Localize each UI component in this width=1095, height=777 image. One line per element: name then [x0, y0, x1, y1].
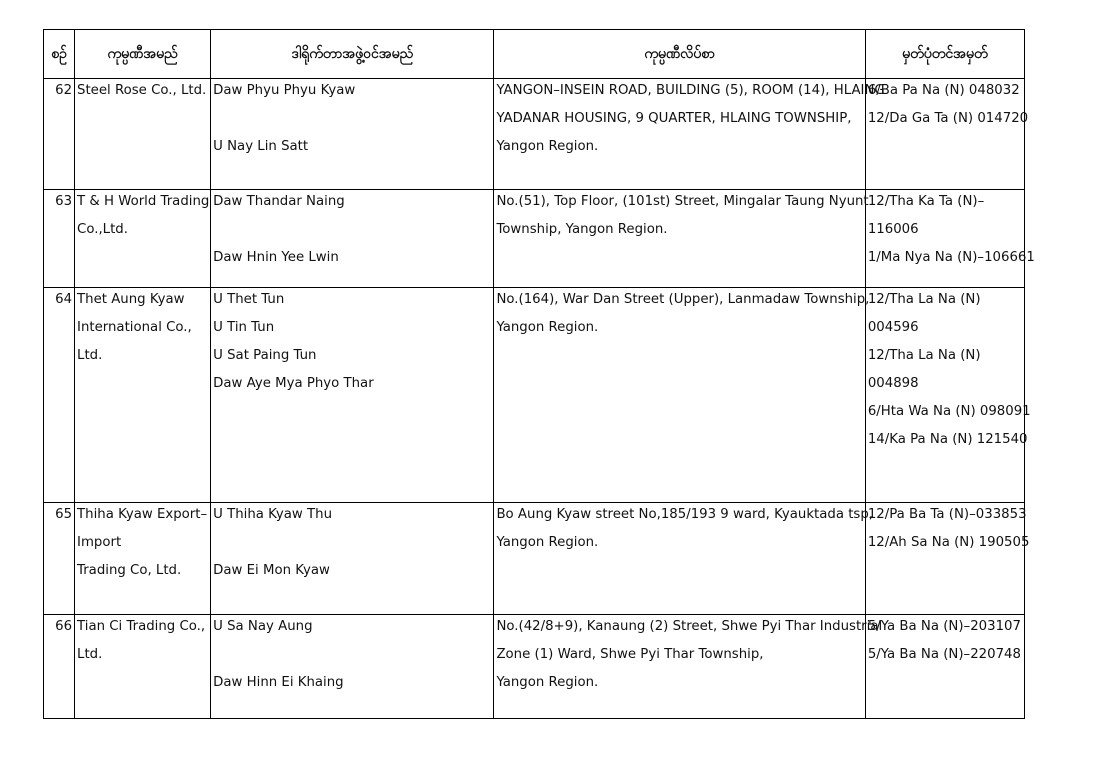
row-number — [44, 79, 75, 190]
company-name-line: Co.,Ltd. — [77, 222, 128, 237]
row-number-text: 63 — [55, 194, 73, 209]
company-name-line: Ltd. — [77, 348, 103, 363]
address-line: Zone (1) Ward, Shwe Pyi Thar Township, — [496, 647, 764, 662]
registration-line: 1/Ma Nya Na (N)–106661 — [867, 250, 1035, 265]
table-row — [44, 615, 1025, 719]
registration-line: 12/Ah Sa Na (N) 190505 — [867, 535, 1030, 550]
address-cell — [494, 615, 883, 719]
table-row — [44, 79, 1025, 190]
director-name: Daw Phyu Phyu Kyaw — [213, 83, 356, 98]
table-row — [44, 288, 1025, 503]
directors-cell — [211, 503, 494, 615]
row-number-text: 64 — [55, 292, 73, 307]
company-name-line: International Co., — [77, 320, 192, 335]
registration-cell — [865, 79, 1029, 190]
director-name: U Nay Lin Satt — [213, 139, 309, 154]
company-name-cell — [75, 79, 211, 190]
registration-line: 5/Ya Ba Na (N)–220748 — [867, 647, 1021, 662]
director-name — [213, 643, 491, 671]
company-name-line: Trading Co, Ltd. — [77, 563, 182, 578]
director-name: U Sa Nay Aung — [213, 619, 313, 634]
registration-line: 12/Tha Ka Ta (N)– — [867, 194, 985, 209]
company-name-line: Steel Rose Co., Ltd. — [77, 83, 207, 98]
company-name-line: Tian Ci Trading Co., — [77, 619, 206, 634]
table-header-row — [44, 30, 1025, 79]
registration-line: 116006 — [867, 222, 919, 237]
table-row — [44, 503, 1025, 615]
row-number — [44, 615, 75, 719]
address-cell — [494, 503, 874, 615]
address-line: Yangon Region. — [496, 320, 599, 335]
company-name-cell — [75, 190, 211, 288]
registration-line: 12/Tha La Na (N) — [867, 348, 981, 363]
director-name: Daw Hinn Ei Khaing — [213, 675, 344, 690]
registration-line: 14/Ka Pa Na (N) 121540 — [867, 432, 1028, 447]
row-number-text: 65 — [55, 507, 73, 522]
directors-cell — [211, 615, 494, 719]
director-name: U Sat Paing Tun — [213, 348, 317, 363]
company-name-cell — [75, 288, 211, 503]
company-name-line: Import — [77, 535, 122, 550]
director-name: Daw Ei Mon Kyaw — [213, 563, 330, 578]
director-name — [213, 107, 491, 135]
registration-line: 12/Da Ga Ta (N) 014720 — [867, 111, 1029, 126]
address-line: No.(164), War Dan Street (Upper), Lanmadaw Township, — [496, 292, 870, 307]
header-directors: ဒါရိုက်တာအဖွဲ့ဝင်အမည် — [211, 30, 494, 79]
address-line: No.(51), Top Floor, (101st) Street, Mingalar Taung Nyunt — [496, 194, 869, 209]
row-number-text: 62 — [55, 83, 73, 98]
header-address: ကုမ္ပဏီလိပ်စာ — [494, 30, 865, 79]
row-number-text: 66 — [55, 619, 73, 634]
registration-line: 6/Hta Wa Na (N) 098091 — [867, 404, 1031, 419]
address-cell — [494, 288, 870, 503]
header-registration: မှတ်ပုံတင်အမှတ် — [865, 30, 1024, 79]
company-name-line: Thiha Kyaw Export– — [77, 507, 208, 522]
company-name-cell — [75, 615, 211, 719]
director-name: Daw Aye Mya Phyo Thar — [213, 376, 374, 391]
directors-cell — [211, 190, 494, 288]
company-name-cell — [75, 503, 211, 615]
registration-cell — [865, 615, 1024, 719]
address-line: YANGON–INSEIN ROAD, BUILDING (5), ROOM (14), HLAING — [496, 83, 885, 98]
header-no: စဉ် — [44, 30, 75, 79]
director-name: Daw Hnin Yee Lwin — [213, 250, 339, 265]
address-cell — [494, 79, 885, 190]
address-line: Yangon Region. — [496, 535, 599, 550]
directors-cell — [211, 288, 494, 503]
director-name: U Thiha Kyaw Thu — [213, 507, 333, 522]
director-name — [213, 531, 491, 559]
director-name: Daw Thandar Naing — [213, 194, 345, 209]
registration-line: 6/Ba Pa Na (N) 048032 — [867, 83, 1020, 98]
company-name-line: Thet Aung Kyaw — [77, 292, 185, 307]
company-name-line: T & H World Trading — [77, 194, 210, 209]
address-line: No.(42/8+9), Kanaung (2) Street, Shwe Pyi Thar Industrial — [496, 619, 883, 634]
row-number — [44, 288, 75, 503]
address-line: Township, Yangon Region. — [496, 222, 668, 237]
address-line: YADANAR HOUSING, 9 QUARTER, HLAING TOWNSHIP, — [496, 111, 852, 126]
director-name — [213, 218, 491, 246]
registration-line: 12/Pa Ba Ta (N)–033853 — [867, 507, 1027, 522]
address-line: Yangon Region. — [496, 675, 599, 690]
director-name: U Tin Tun — [213, 320, 275, 335]
address-cell — [494, 190, 869, 288]
registration-cell — [865, 288, 1031, 503]
row-number — [44, 190, 75, 288]
registration-line: 12/Tha La Na (N) — [867, 292, 981, 307]
address-line: Yangon Region. — [496, 139, 599, 154]
registration-line: 004596 — [867, 320, 919, 335]
company-registry-table — [43, 29, 1035, 719]
row-number — [44, 503, 75, 615]
registration-line: 5/Ya Ba Na (N)–203107 — [867, 619, 1021, 634]
header-company: ကုမ္ပဏီအမည် — [75, 30, 211, 79]
address-line: Bo Aung Kyaw street No,185/193 9 ward, Kyauktada tsp, — [496, 507, 874, 522]
registration-cell — [865, 503, 1030, 615]
directors-cell — [211, 79, 494, 190]
company-name-line: Ltd. — [77, 647, 103, 662]
registration-cell — [865, 190, 1035, 288]
table-row — [44, 190, 1025, 288]
director-name: U Thet Tun — [213, 292, 285, 307]
registration-line: 004898 — [867, 376, 919, 391]
